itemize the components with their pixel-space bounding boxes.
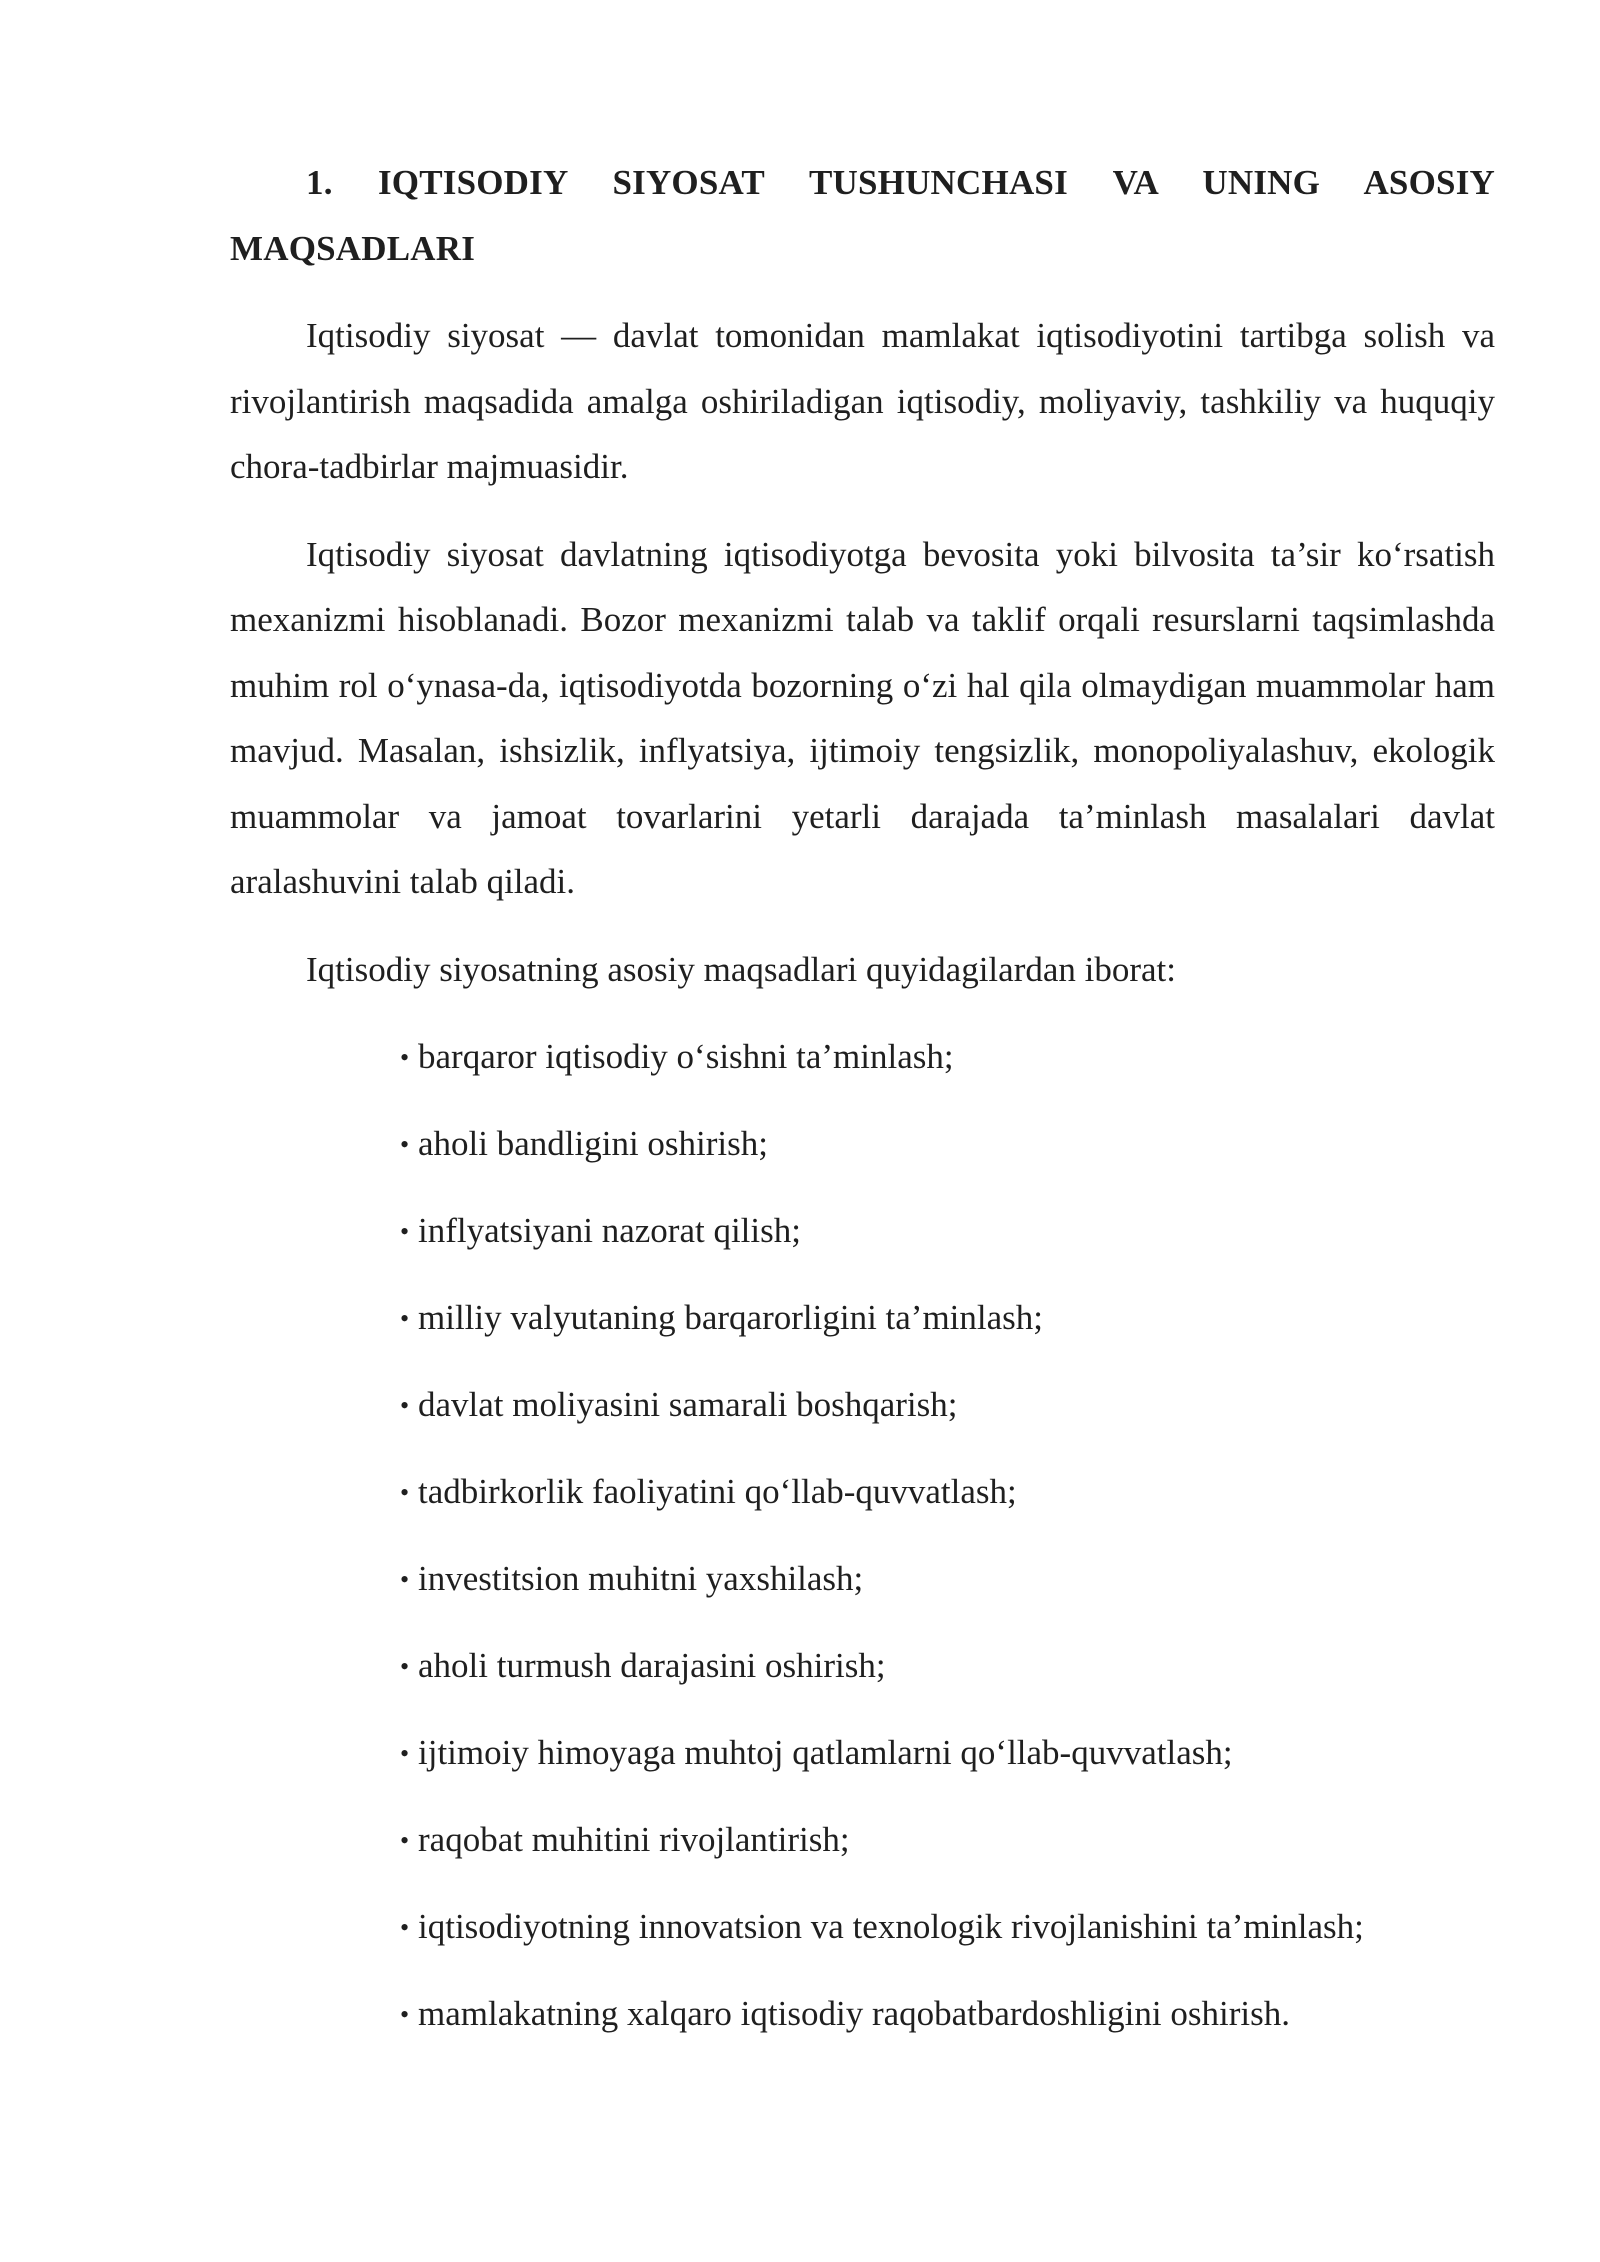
list-item	[400, 1459, 1495, 1546]
list-item	[400, 1633, 1495, 1720]
bullet-icon: •	[400, 1913, 410, 1942]
bullet-icon: •	[400, 1043, 410, 1072]
list-item	[400, 1981, 1495, 2068]
bullet-icon: •	[400, 1130, 410, 1159]
list-item	[400, 1546, 1495, 1633]
bullet-icon: •	[400, 1826, 410, 1855]
document-page	[230, 150, 1495, 2068]
list-item	[400, 1807, 1495, 1894]
list-item-text: milliy valyutaning barqarorligini ta’minlash;	[418, 1298, 1044, 1337]
section-heading: 1. IQTISODIY SIYOSAT TUSHUNCHASI VA UNING ASOSIY MAQSADLARI	[230, 163, 1495, 268]
bullet-icon: •	[400, 1304, 410, 1333]
list-item-text: barqaror iqtisodiy o‘sishni ta’minlash;	[418, 1037, 954, 1076]
list-item-text: aholi bandligini oshirish;	[418, 1124, 768, 1163]
list-item-text: iqtisodiyotning innovatsion va texnologik rivojlanishini ta’minlash;	[418, 1907, 1364, 1946]
list-item	[400, 1024, 1495, 1111]
list-item-text: aholi turmush darajasini oshirish;	[418, 1646, 886, 1685]
list-item	[400, 1111, 1495, 1198]
goals-list	[230, 1024, 1495, 2068]
list-item-text: mamlakatning xalqaro iqtisodiy raqobatbardoshligini oshirish.	[418, 1994, 1290, 2033]
list-item-text: investitsion muhitni yaxshilash;	[418, 1559, 864, 1598]
definition-paragraph: Iqtisodiy siyosat — davlat tomonidan mamlakat iqtisodiyotini tartibga solish va rivojlantirish maqsadida amalga oshiriladigan iqtisodiy, moliyaviy, tashkiliy va huquqiy chora-tadbirlar majmuasidir.	[230, 316, 1495, 486]
explanation-paragraph: Iqtisodiy siyosat davlatning iqtisodiyotga bevosita yoki bilvosita ta’sir ko‘rsatish mexanizmi hisoblanadi. Bozor mexanizmi talab va taklif orqali resurslarni taqsimlashda muhim rol o‘ynasa-da, iqtisodiyotda bozorning o‘zi hal qila olmaydigan muammolar ham mavjud. Masalan, ishsizlik, inflyatsiya, ijtimoiy tengsizlik, monopoliyalashuv, ekologik muammolar va jamoat tovarlarini yetarli darajada ta’minlash masalalari davlat aralashuvini talab qiladi.	[230, 534, 1495, 901]
bullet-icon: •	[400, 1391, 410, 1420]
bullet-icon: •	[400, 1217, 410, 1246]
list-item-text: ijtimoiy himoyaga muhtoj qatlamlarni qo‘llab-quvvatlash;	[418, 1733, 1233, 1772]
bullet-icon: •	[400, 1652, 410, 1681]
list-item-text: raqobat muhitini rivojlantirish;	[418, 1820, 850, 1859]
list-item	[400, 1285, 1495, 1372]
list-item-text: tadbirkorlik faoliyatini qo‘llab-quvvatlash;	[418, 1472, 1017, 1511]
list-item-text: davlat moliyasini samarali boshqarish;	[418, 1385, 958, 1424]
bullet-icon: •	[400, 2000, 410, 2029]
list-item	[400, 1894, 1495, 1981]
bullet-icon: •	[400, 1739, 410, 1768]
bullet-icon: •	[400, 1565, 410, 1594]
goals-intro: Iqtisodiy siyosatning asosiy maqsadlari quyidagilardan iborat:	[306, 949, 1176, 989]
bullet-icon: •	[400, 1478, 410, 1507]
list-item	[400, 1720, 1495, 1807]
list-item-text: inflyatsiyani nazorat qilish;	[418, 1211, 801, 1250]
list-item	[400, 1372, 1495, 1459]
list-item	[400, 1198, 1495, 1285]
